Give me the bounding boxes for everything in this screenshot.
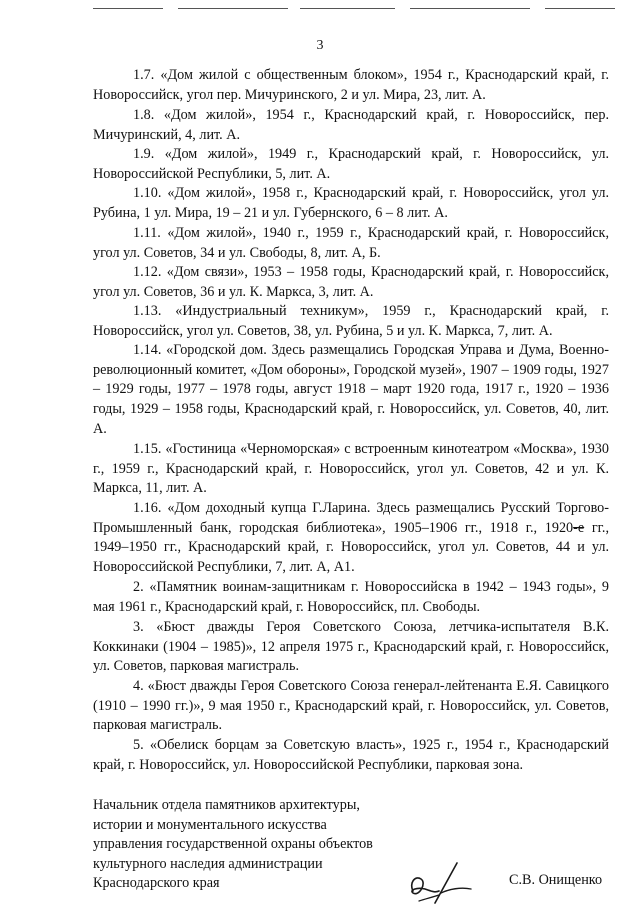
scan-artifact-dash	[300, 8, 395, 9]
scan-artifact-dash	[178, 8, 288, 9]
scan-artifact-dash	[410, 8, 530, 9]
handwritten-signature	[405, 853, 475, 913]
list-item-1-16	[93, 499, 609, 578]
list-item-1-12: 1.12. «Дом связи», 1953 – 1958 годы, Краснодарский край, г. Новороссийск, угол ул. Советов, 36 и ул. К. Маркса, 3, лит. А.	[93, 264, 609, 300]
list-item-1-7: 1.7. «Дом жилой с общественным блоком», 1954 г., Краснодарский край, г. Новороссийск, угол пер. Мичуринского, 2 и ул. Мира, 23, лит. А.	[93, 67, 609, 103]
list-item-5: 5. «Обелиск борцам за Советскую власть», 1925 г., 1954 г., Краснодарский край, г. Новороссийск, ул. Новороссийской Республики, парковая зона.	[93, 737, 609, 773]
position-line: управления государственной охраны объектов	[93, 836, 373, 852]
item-text-part: гг., 1949–1950 гг., Краснодарский край, г. Новороссийск, угол ул. Советов, 44 и ул. Новороссийской Республики, 7, лит. А, А1.	[93, 519, 609, 576]
position-line: Начальник отдела памятников архитектуры,	[93, 797, 360, 813]
signatory-position	[93, 796, 393, 894]
list-item-1-13: 1.13. «Индустриальный техникум», 1959 г., Краснодарский край, г. Новороссийск, угол ул. Советов, 38, ул. Рубина, 5 и ул. К. Маркса, 7, лит. А.	[93, 303, 609, 339]
list-item-1-15: 1.15. «Гостиница «Черноморская» с встроенным кинотеатром «Москва», 1930 г., 1959 г., Краснодарский край, г. Новороссийск, угол ул. Советов, 42 и ул. К. Маркса, 11, лит. А.	[93, 441, 609, 497]
list-item-1-9: 1.9. «Дом жилой», 1949 г., Краснодарский край, г. Новороссийск, ул. Новороссийской Республики, 5, лит. А.	[93, 146, 609, 182]
scan-artifact-dash	[545, 8, 615, 9]
item-text-part: 1.16. «Дом доходный купца Г.Ларина. Здесь размещались Русский Торгово-Промышленный банк, городская библиотека», 1905–1906 гг., 1918 г., 1920	[93, 500, 609, 536]
list-item-2: 2. «Памятник воинам-защитникам г. Новороссийска в 1942 – 1943 годы», 9 мая 1961 г., Краснодарский край, г. Новороссийск, пл. Свободы.	[93, 579, 609, 615]
position-line: культурного наследия администрации	[93, 855, 323, 872]
page-number: 3	[316, 38, 324, 53]
struck-text: -е	[573, 519, 585, 536]
signatory-name: С.В. Онищенко	[509, 872, 603, 888]
list-item-1-8: 1.8. «Дом жилой», 1954 г., Краснодарский край, г. Новороссийск, пер. Мичуринский, 4, лит. А.	[93, 107, 609, 143]
position-line: истории и монументального искусства	[93, 816, 327, 833]
scan-artifact-dash	[93, 8, 163, 9]
list-item-1-11: 1.11. «Дом жилой», 1940 г., 1959 г., Краснодарский край, г. Новороссийск, угол ул. Советов, 34 и ул. Свободы, 8, лит. А, Б.	[93, 225, 609, 261]
list-item-4: 4. «Бюст дважды Героя Советского Союза генерал-лейтенанта Е.Я. Савицкого (1910 – 1990 гг.)», 9 мая 1950 г., Краснодарский край, г. Новороссийск, ул. Советов, парковая магистраль.	[93, 678, 609, 734]
list-item-1-14: 1.14. «Городской дом. Здесь размещались Городская Управа и Дума, Военно-революционный комитет, «Дом обороны», Городской музей», 1907 – 1909 годы, 1927 – 1929 годы, 1977 – 1978 годы, август 1918 – март 1920 года, 1917 г., 1920 – 1936 годы, 1929 – 1958 годы, Краснодарский край, г. Новороссийск, ул. Советов, 40, лит. А.	[93, 342, 609, 437]
list-item-1-10: 1.10. «Дом жилой», 1958 г., Краснодарский край, г. Новороссийск, угол ул. Рубина, 1 ул. Мира, 19 – 21 и ул. Губернского, 6 – 8 лит. А.	[93, 185, 609, 221]
list-item-3: 3. «Бюст дважды Героя Советского Союза, летчика-испытателя В.К. Коккинаки (1904 – 1985)», 12 апреля 1975 г., Краснодарский край, г. Новороссийск, ул. Советов, парковая магистраль.	[93, 619, 609, 675]
position-line: Краснодарского края	[93, 875, 220, 891]
